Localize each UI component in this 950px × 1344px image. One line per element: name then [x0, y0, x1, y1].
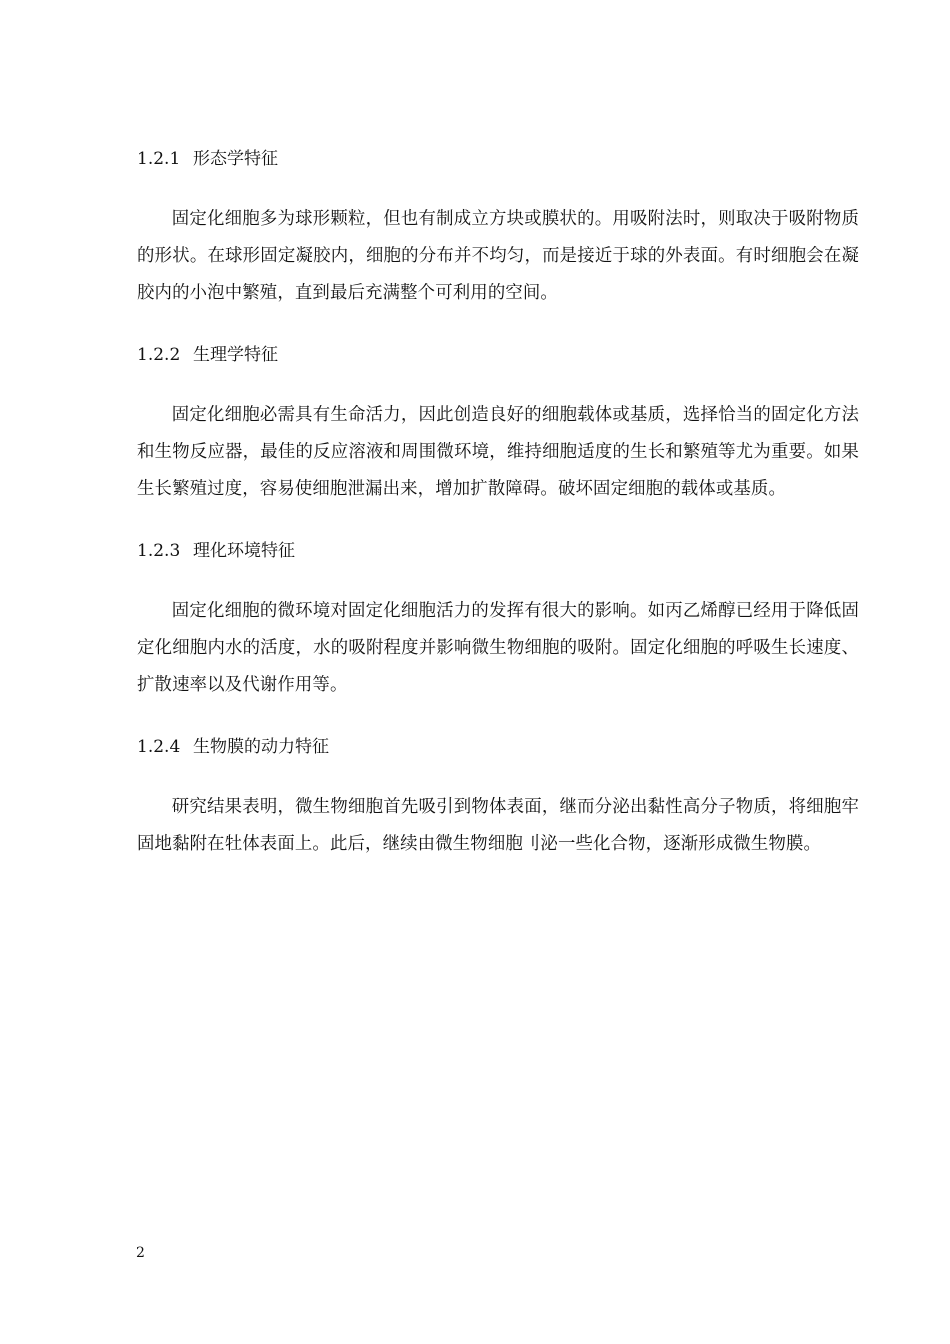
section-heading	[137, 141, 859, 177]
section-heading	[137, 533, 859, 569]
section-paragraph: 固定化细胞必需具有生命活力，因此创造良好的细胞载体或基质，选择恰当的固定化方法和生物反应器，最佳的反应溶液和周围微环境，维持细胞适度的生长和繁殖等尤为重要。如果生长繁殖过度，容易使细胞泄漏出来，增加扩散障碍。破坏固定细胞的载体或基质。	[137, 405, 859, 499]
page-content	[137, 141, 859, 863]
section-1-2-1	[137, 141, 859, 312]
section-1-2-4	[137, 729, 859, 863]
page-number: 2	[136, 1245, 145, 1261]
section-paragraph: 固定化细胞的微环境对固定化细胞活力的发挥有很大的影响。如丙乙烯醇已经用于降低固定化细胞内水的活度，水的吸附程度并影响微生物细胞的吸附。固定化细胞的呼吸生长速度、扩散速率以及代谢作用等。	[137, 601, 859, 695]
section-number: 1.2.4	[137, 737, 181, 757]
section-title: 理化环境特征	[193, 541, 295, 561]
section-title: 生物膜的动力特征	[193, 737, 329, 757]
section-number: 1.2.1	[137, 149, 181, 169]
section-title: 生理学特征	[193, 345, 278, 365]
section-paragraph: 研究结果表明，微生物细胞首先吸引到物体表面，继而分泌出黏性高分子物质，将细胞牢固地黏附在牡体表面上。此后，继续由微生物细胞刂泌一些化合物，逐渐形成微生物膜。	[137, 797, 859, 854]
section-heading	[137, 337, 859, 373]
section-1-2-2	[137, 337, 859, 508]
section-number: 1.2.3	[137, 541, 181, 561]
section-number: 1.2.2	[137, 345, 181, 365]
section-1-2-3	[137, 533, 859, 704]
section-heading	[137, 729, 859, 765]
section-title: 形态学特征	[193, 149, 278, 169]
section-paragraph: 固定化细胞多为球形颗粒，但也有制成立方块或膜状的。用吸附法时，则取决于吸附物质的形状。在球形固定凝胶内，细胞的分布并不均匀，而是接近于球的外表面。有时细胞会在凝胶内的小泡中繁殖，直到最后充满整个可利用的空间。	[137, 209, 859, 303]
